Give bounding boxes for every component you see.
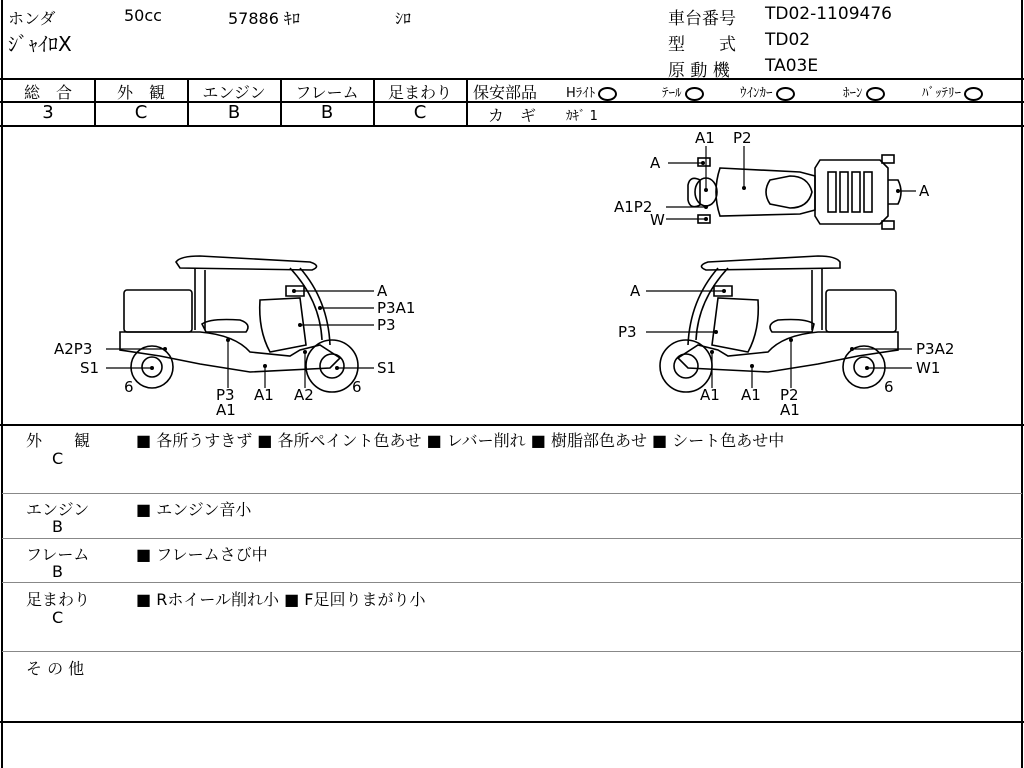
remark-label-other: そ の 他 <box>26 659 85 678</box>
safety-item-headlight: Hﾗｲﾄ <box>566 82 617 101</box>
remark-grade-engine: B <box>52 517 63 536</box>
diagram-label: A <box>650 154 661 172</box>
diagram-label: P3A2 <box>916 340 955 358</box>
model-name: ｼﾞｬｲﾛX <box>8 32 72 56</box>
ok-circle-icon <box>866 87 885 101</box>
diagram-label: P3 <box>216 386 235 404</box>
remark-text-exterior: ■ 各所うすきず ■ 各所ペイント色あせ ■ レバー削れ ■ 樹脂部色あせ ■ シート色あせ中 <box>136 431 785 450</box>
diagram-label: W <box>650 211 665 229</box>
diagram-label: A1 <box>700 386 720 404</box>
safety-item-battery: ﾊﾞｯﾃﾘｰ <box>922 82 983 101</box>
diagram-label: P3 <box>618 323 637 341</box>
key-label: カ ギ <box>488 106 537 125</box>
remark-grade-exterior: C <box>52 449 64 468</box>
diagram-label: 6 <box>352 378 362 396</box>
grade-label-exterior: 外 観 <box>116 83 165 102</box>
diagram-label: W1 <box>916 359 941 377</box>
mileage: 57886 ｷﾛ <box>228 9 300 28</box>
top-view-drawing <box>688 155 901 229</box>
remark-text-engine: ■ エンジン音小 <box>136 500 252 519</box>
diagram-label: 6 <box>884 378 894 396</box>
frame-no-label: 車台番号 <box>668 9 736 29</box>
remark-grade-suspension: C <box>52 608 64 627</box>
remark-label-engine: エンジン <box>26 500 90 519</box>
frame-no: TD02-1109476 <box>765 4 892 24</box>
maker: ホンダ <box>8 9 56 28</box>
diagram-label: 6 <box>124 378 134 396</box>
body-color: ｼﾛ <box>395 9 412 28</box>
safety-item-horn: ﾎｰﾝ <box>843 82 885 101</box>
diagram-label: A <box>919 182 930 200</box>
ok-circle-icon <box>964 87 983 101</box>
type-value: TD02 <box>765 30 811 50</box>
remark-label-suspension: 足まわり <box>26 590 91 609</box>
diagram-label: A1P2 <box>614 198 653 216</box>
ok-circle-icon <box>776 87 795 101</box>
remark-text-frame: ■ フレームさび中 <box>136 545 268 564</box>
left-side-view-drawing <box>120 256 358 392</box>
diagram-label: P3A1 <box>377 299 416 317</box>
diagram-label: P2 <box>780 386 799 404</box>
diagram-label: A <box>630 282 641 300</box>
displacement: 50cc <box>124 6 162 25</box>
grade-value-overall: 3 <box>42 102 54 123</box>
key-value: ｶｷﾞ 1 <box>566 109 598 124</box>
engine-value: TA03E <box>765 56 819 76</box>
remark-label-frame: フレーム <box>26 545 90 564</box>
grade-value-exterior: C <box>134 102 148 123</box>
diagram-label: A <box>377 282 388 300</box>
grade-value-suspension: C <box>413 102 427 123</box>
ok-circle-icon <box>598 87 617 101</box>
engine-label: 原 動 機 <box>668 61 730 81</box>
diagram-label: P3 <box>377 316 396 334</box>
diagram-label: A1 <box>780 401 800 419</box>
diagram-label: S1 <box>80 359 100 377</box>
grade-label-suspension: 足まわり <box>387 83 452 102</box>
diagram-label: A1 <box>216 401 236 419</box>
safety-label: 保安部品 <box>473 83 538 102</box>
right-side-view-drawing <box>660 256 898 392</box>
safety-item-tail: ﾃｰﾙ <box>662 82 704 101</box>
remark-grade-frame: B <box>52 562 63 581</box>
damage-diagram <box>0 126 1024 424</box>
remark-label-exterior: 外 観 <box>26 431 91 450</box>
remark-text-suspension: ■ Rホイール削れ小 ■ F足回りまがり小 <box>136 590 426 609</box>
diagram-label: A1 <box>254 386 274 404</box>
grade-label-overall: 総 合 <box>23 83 72 102</box>
grade-label-frame: フレーム <box>295 83 359 102</box>
grade-value-frame: B <box>320 102 334 123</box>
diagram-label: A1 <box>741 386 761 404</box>
diagram-label: A2 <box>294 386 314 404</box>
diagram-label: A1 <box>695 129 715 147</box>
grade-value-engine: B <box>227 102 241 123</box>
grade-label-engine: エンジン <box>202 83 266 102</box>
diagram-label: S1 <box>377 359 397 377</box>
safety-item-winker: ｳｲﾝｶｰ <box>740 82 795 101</box>
diagram-label: A2P3 <box>54 340 93 358</box>
diagram-label: P2 <box>733 129 752 147</box>
ok-circle-icon <box>685 87 704 101</box>
type-label: 型 式 <box>668 35 736 55</box>
